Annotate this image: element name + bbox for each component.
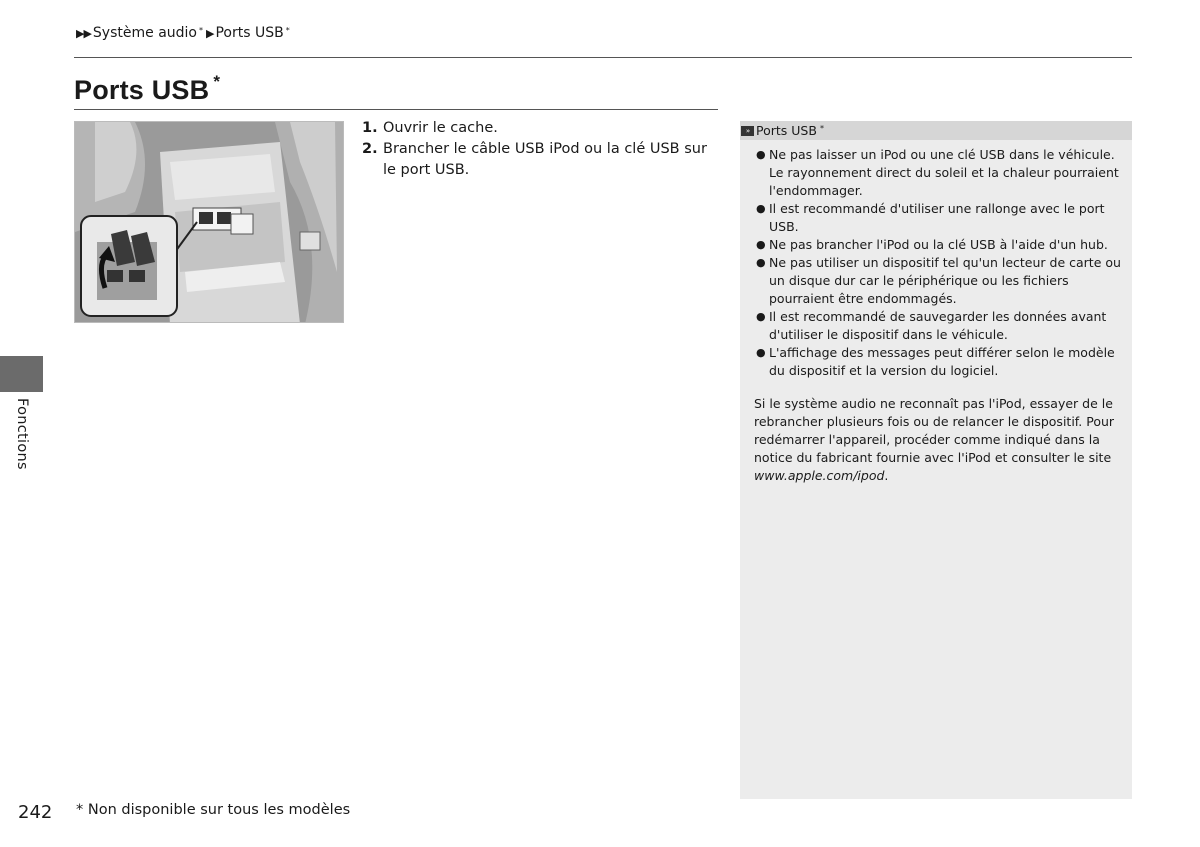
bullet-icon: ● (756, 202, 766, 215)
step-item (362, 139, 707, 181)
title-divider (74, 109, 718, 110)
note-text: Ne pas utiliser un dispositif tel qu'un lecteur de carte ou un disque dur car le périphérique ou les fichiers pourraient être endommagés. (769, 255, 1121, 306)
note-text: Il est recommandé de sauvegarder les données avant d'utiliser le dispositif dans le véhicule. (769, 309, 1107, 342)
notes-sidebar (740, 121, 1132, 799)
breadcrumb-item-audio-system[interactable]: Système audio (92, 25, 197, 41)
availability-marker: * (213, 72, 221, 91)
ipod-troubleshooting-paragraph (740, 380, 1132, 485)
list-item (756, 308, 1122, 344)
bullet-icon: ● (756, 310, 766, 323)
paragraph-end: . (884, 468, 889, 483)
note-text: Il est recommandé d'utiliser une rallonge avec le port USB. (769, 201, 1105, 234)
step-item (362, 118, 707, 139)
list-item (756, 344, 1122, 380)
breadcrumb (76, 25, 293, 41)
step-number: 2. (362, 141, 378, 157)
bullet-icon: ● (756, 238, 766, 251)
footnote: * Non disponible sur tous les modèles (76, 802, 351, 818)
usb-port-illustration (74, 121, 344, 323)
section-tab-label: Fonctions (14, 398, 30, 470)
step-text: Ouvrir le cache. (383, 120, 498, 136)
bullet-icon: ● (756, 346, 766, 359)
bullet-icon: ● (756, 256, 766, 269)
list-item (756, 200, 1122, 236)
sidebar-header (740, 121, 1132, 140)
section-tab-marker (0, 356, 43, 392)
list-item (756, 254, 1122, 308)
bullet-icon: ● (756, 148, 766, 161)
step-text: Brancher le câble USB iPod ou la clé USB sur le port USB. (383, 141, 707, 178)
double-chevron-icon: » (741, 126, 754, 136)
note-text: Ne pas laisser un iPod ou une clé USB dans le véhicule. Le rayonnement direct du soleil et la chaleur pourraient l'endommager. (769, 147, 1119, 198)
breadcrumb-item-usb-ports[interactable]: Ports USB (215, 25, 284, 41)
page-title (74, 74, 220, 106)
availability-marker: * (285, 25, 290, 35)
triangle-icon: ▶ (206, 26, 214, 40)
note-text: L'affichage des messages peut différer selon le modèle du dispositif et la version du logiciel. (769, 345, 1115, 378)
list-item (756, 236, 1122, 254)
sidebar-header-label: Ports USB (756, 123, 817, 138)
header-divider (74, 57, 1132, 58)
availability-marker: * (819, 124, 824, 133)
apple-website-link[interactable]: www.apple.com/ipod (754, 468, 885, 483)
note-text: Ne pas brancher l'iPod ou la clé USB à l'aide d'un hub. (769, 237, 1108, 252)
paragraph-text: Si le système audio ne reconnaît pas l'iPod, essayer de le rebrancher plusieurs fois ou de relancer le dispositif. Pour redémarrer l'appareil, procéder comme indiqué dans la notice du fabricant fournie avec l'iPod et consulter le site (754, 396, 1115, 465)
instruction-steps (362, 118, 707, 181)
list-item (756, 146, 1122, 200)
availability-marker: * (199, 25, 203, 35)
page-number: 242 (18, 802, 53, 823)
page-title-text: Ports USB (74, 75, 210, 105)
step-number: 1. (362, 120, 378, 136)
notes-list (740, 140, 1132, 380)
usb-port-drawing (75, 122, 344, 323)
double-triangle-icon: ▶▶ (76, 26, 91, 40)
